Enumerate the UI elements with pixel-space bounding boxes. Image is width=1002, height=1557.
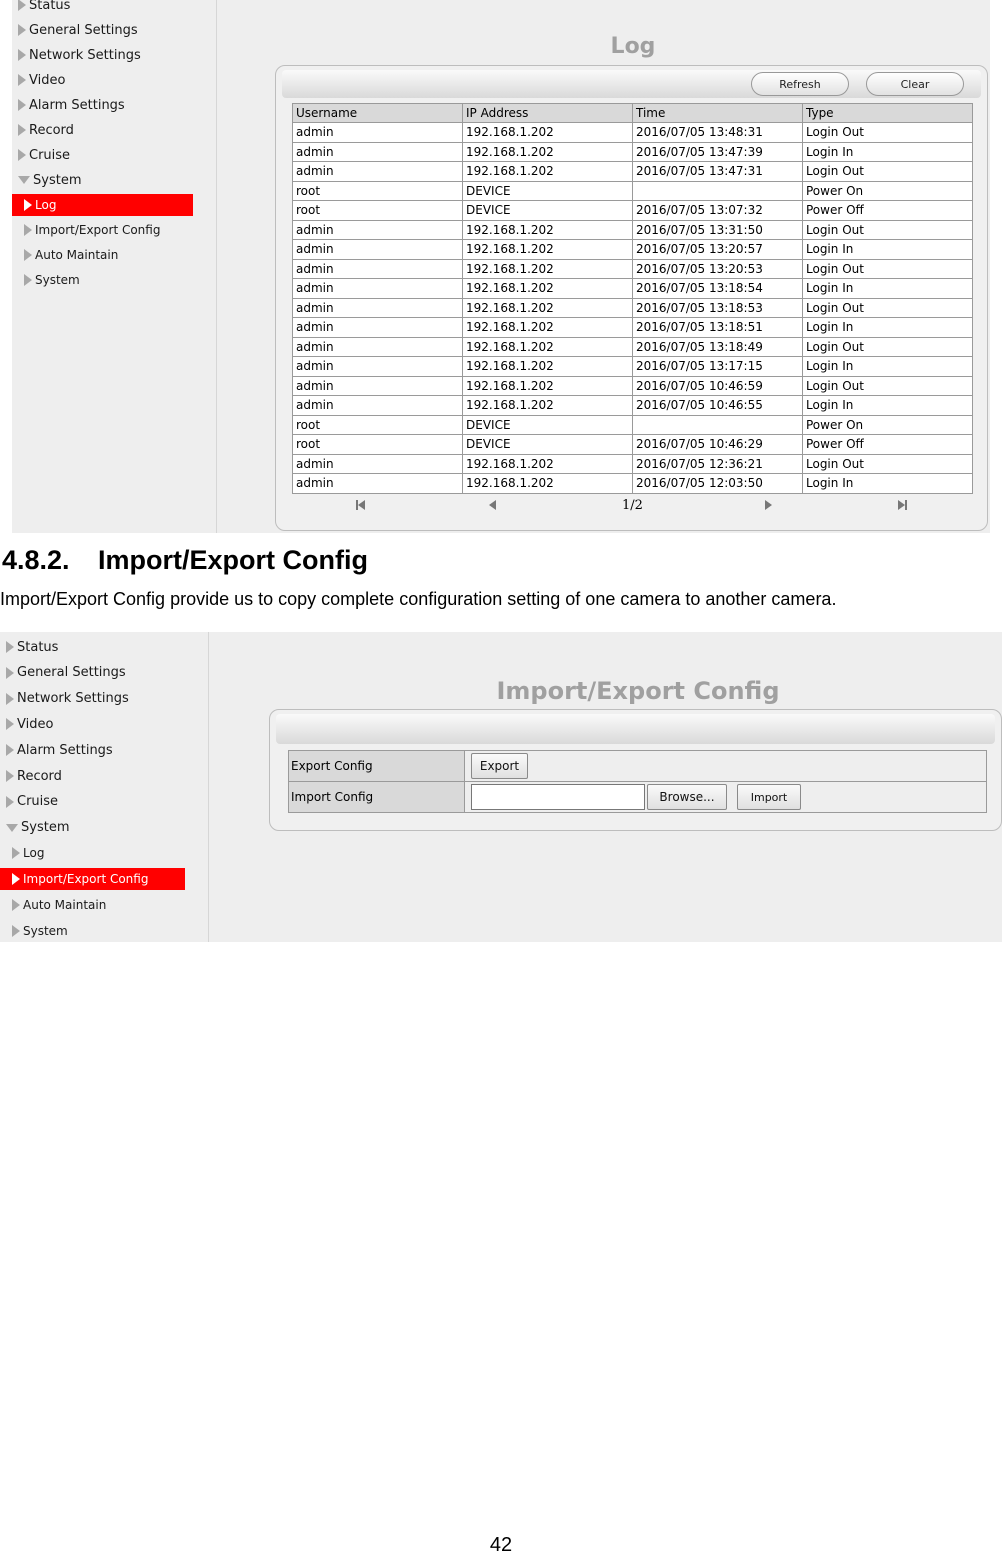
triangle-right-icon (6, 744, 14, 756)
table-cell: 192.168.1.202 (463, 279, 633, 299)
sidebar-item-log[interactable] (0, 842, 44, 864)
table-cell: 192.168.1.202 (463, 220, 633, 240)
sidebar-item-auto-maintain[interactable] (12, 244, 118, 266)
table-cell: 2016/07/05 13:20:57 (633, 240, 803, 260)
sidebar-item-label: General Settings (17, 665, 126, 681)
table-row (293, 376, 973, 396)
table-cell: Login In (803, 279, 973, 299)
toolbar (276, 714, 995, 744)
table-row (293, 279, 973, 299)
log-panel (275, 65, 988, 531)
triangle-right-icon (6, 718, 14, 730)
sidebar-item-status[interactable] (12, 0, 70, 16)
table-row (293, 123, 973, 143)
table-cell: Login Out (803, 454, 973, 474)
table-cell: 2016/07/05 13:20:53 (633, 259, 803, 279)
sidebar-item-alarm-settings[interactable] (12, 94, 125, 116)
sidebar-item-label: System (21, 820, 70, 836)
sidebar-item-import-export-config[interactable] (12, 219, 160, 241)
table-row (293, 201, 973, 221)
export-row (289, 751, 987, 782)
table-cell: 192.168.1.202 (463, 259, 633, 279)
table-row (293, 220, 973, 240)
triangle-right-icon (24, 199, 32, 211)
table-cell: 192.168.1.202 (463, 142, 633, 162)
next-page-icon (765, 500, 772, 510)
table-row (293, 357, 973, 377)
sidebar-item-system[interactable] (12, 169, 81, 191)
sidebar-item-label: Import/Export Config (35, 223, 161, 237)
sidebar-item-label: General Settings (29, 22, 138, 38)
prev-page-icon (489, 500, 496, 510)
table-row (293, 337, 973, 357)
sidebar-item-label: Network Settings (29, 47, 141, 63)
triangle-right-icon (18, 74, 26, 86)
table-cell: 192.168.1.202 (463, 376, 633, 396)
sidebar-item-label: Log (23, 846, 45, 861)
sidebar-item-record[interactable] (0, 765, 62, 787)
triangle-down-icon (18, 176, 30, 184)
table-row (293, 181, 973, 201)
section-title: Import/Export Config (98, 545, 368, 575)
sidebar-item-label: System (23, 923, 68, 938)
sidebar-item-label: System (33, 172, 82, 188)
table-cell: Power Off (803, 201, 973, 221)
sidebar-item-video[interactable] (12, 69, 65, 91)
section-paragraph: Import/Export Config provide us to copy complete configuration setting of one camera to another camera. (0, 589, 837, 609)
sidebar-item-cruise[interactable] (12, 144, 70, 166)
clear-button[interactable]: Clear (866, 72, 964, 96)
table-cell: 2016/07/05 13:47:39 (633, 142, 803, 162)
table-cell: Login Out (803, 220, 973, 240)
triangle-right-icon (6, 641, 14, 653)
table-cell: DEVICE (463, 435, 633, 455)
table-cell: admin (293, 259, 463, 279)
table-cell: 192.168.1.202 (463, 298, 633, 318)
table-row (293, 474, 973, 494)
sidebar-item-log[interactable] (12, 194, 193, 216)
table-cell: admin (293, 162, 463, 182)
import-cell (465, 782, 987, 813)
triangle-right-icon (18, 149, 26, 161)
triangle-right-icon (18, 99, 26, 111)
sidebar-item-auto-maintain[interactable] (0, 894, 106, 916)
sidebar-item-cruise[interactable] (0, 791, 58, 813)
table-cell: admin (293, 318, 463, 338)
table-cell: 192.168.1.202 (463, 454, 633, 474)
table-cell (633, 181, 803, 201)
table-cell: 2016/07/05 13:17:15 (633, 357, 803, 377)
sidebar-item-label: Auto Maintain (35, 248, 119, 262)
table-cell: 2016/07/05 13:07:32 (633, 201, 803, 221)
sidebar-item-label: Status (17, 639, 59, 655)
triangle-right-icon (24, 274, 32, 286)
sidebar-item-network-settings[interactable] (12, 44, 141, 66)
table-cell: Login In (803, 318, 973, 338)
sidebar-item-label: Alarm Settings (17, 742, 113, 758)
sidebar-item-system[interactable] (0, 920, 68, 942)
sidebar-item-label: Import/Export Config (23, 872, 149, 887)
table-cell: 192.168.1.202 (463, 162, 633, 182)
table-cell: Login Out (803, 123, 973, 143)
column-header[interactable]: Time (633, 104, 803, 123)
table-cell: admin (293, 357, 463, 377)
sidebar-item-general-settings[interactable] (12, 19, 138, 41)
table-cell: 2016/07/05 12:03:50 (633, 474, 803, 494)
table-cell: 2016/07/05 13:18:49 (633, 337, 803, 357)
column-header[interactable]: Type (803, 104, 973, 123)
triangle-right-icon (6, 770, 14, 782)
table-cell: admin (293, 474, 463, 494)
table-cell: Login In (803, 142, 973, 162)
first-page-button[interactable] (356, 497, 365, 513)
table-cell: 192.168.1.202 (463, 318, 633, 338)
pagination (276, 497, 987, 513)
sidebar-item-label: Log (35, 198, 57, 212)
triangle-right-icon (24, 224, 32, 236)
table-cell: DEVICE (463, 181, 633, 201)
table-cell: root (293, 201, 463, 221)
table-cell: 2016/07/05 13:18:51 (633, 318, 803, 338)
triangle-right-icon (6, 693, 14, 705)
sidebar-item-status[interactable] (0, 636, 58, 658)
page-indicator: 1/2 (622, 497, 643, 513)
sidebar (12, 0, 217, 533)
file-path-input[interactable] (471, 784, 645, 810)
table-cell: 192.168.1.202 (463, 474, 633, 494)
triangle-right-icon (12, 899, 20, 911)
table-cell: root (293, 415, 463, 435)
table-cell: admin (293, 123, 463, 143)
sidebar-item-system[interactable] (12, 269, 80, 291)
last-page-icon (898, 500, 905, 510)
table-cell: Power On (803, 415, 973, 435)
page-number: 42 (489, 1534, 513, 1556)
sidebar-item-video[interactable] (0, 713, 53, 735)
triangle-right-icon (12, 925, 20, 937)
triangle-right-icon (6, 667, 14, 679)
triangle-right-icon (12, 873, 20, 885)
log-table (292, 103, 973, 494)
table-cell: 2016/07/05 10:46:29 (633, 435, 803, 455)
export-button[interactable]: Export (471, 753, 528, 779)
prev-page-button[interactable] (489, 497, 496, 513)
config-panel (269, 709, 1002, 831)
table-cell: admin (293, 376, 463, 396)
sidebar-item-label: Record (17, 768, 62, 784)
sidebar (0, 632, 209, 942)
sidebar-item-import-export-config[interactable] (0, 868, 185, 890)
table-cell: admin (293, 142, 463, 162)
export-config-label: Export Config (289, 751, 465, 782)
table-cell: 2016/07/05 10:46:55 (633, 396, 803, 416)
table-cell: Power Off (803, 435, 973, 455)
sidebar-item-label: Alarm Settings (29, 97, 125, 113)
table-row (293, 142, 973, 162)
sidebar-item-label: Video (17, 716, 54, 732)
section-heading (2, 545, 368, 576)
table-cell: 2016/07/05 13:48:31 (633, 123, 803, 143)
sidebar-item-general-settings[interactable] (0, 662, 126, 684)
last-page-button[interactable] (898, 497, 907, 513)
triangle-right-icon (18, 24, 26, 36)
table-cell: admin (293, 220, 463, 240)
table-cell: 192.168.1.202 (463, 337, 633, 357)
triangle-right-icon (6, 796, 14, 808)
table-cell (633, 415, 803, 435)
table-cell: Login In (803, 396, 973, 416)
column-header[interactable]: IP Address (463, 104, 633, 123)
table-cell: 2016/07/05 13:47:31 (633, 162, 803, 182)
table-cell: Login In (803, 240, 973, 260)
browse-button[interactable]: Browse... (647, 784, 727, 810)
config-table (288, 750, 987, 813)
sidebar-item-label: Cruise (17, 794, 59, 810)
table-cell: 2016/07/05 10:46:59 (633, 376, 803, 396)
sidebar-item-label: Record (29, 122, 74, 138)
table-cell: DEVICE (463, 415, 633, 435)
section-number: 4.8.2. (2, 545, 70, 575)
import-row (289, 782, 987, 813)
sidebar-item-label: Cruise (29, 147, 71, 163)
table-row (293, 396, 973, 416)
table-row (293, 240, 973, 260)
sidebar-item-alarm-settings[interactable] (0, 739, 113, 761)
triangle-right-icon (24, 249, 32, 261)
table-cell: 192.168.1.202 (463, 357, 633, 377)
export-cell (465, 751, 987, 782)
table-row (293, 415, 973, 435)
table-row (293, 162, 973, 182)
table-row (293, 435, 973, 455)
table-cell: 2016/07/05 13:18:53 (633, 298, 803, 318)
table-cell: Login Out (803, 162, 973, 182)
table-row (293, 318, 973, 338)
column-header[interactable]: Username (293, 104, 463, 123)
page-title: Import/Export Config (496, 677, 780, 705)
table-cell: Login In (803, 357, 973, 377)
sidebar-item-label: Status (29, 0, 71, 13)
table-cell: 2016/07/05 12:36:21 (633, 454, 803, 474)
triangle-right-icon (18, 124, 26, 136)
table-cell: admin (293, 240, 463, 260)
toolbar (282, 70, 981, 98)
sidebar-item-label: Network Settings (17, 691, 129, 707)
table-cell: admin (293, 298, 463, 318)
table-cell: admin (293, 279, 463, 299)
table-row (293, 259, 973, 279)
table-cell: Login Out (803, 298, 973, 318)
table-cell: 192.168.1.202 (463, 123, 633, 143)
table-cell: admin (293, 337, 463, 357)
table-cell: admin (293, 454, 463, 474)
page-title: Log (610, 34, 656, 59)
table-cell: Power On (803, 181, 973, 201)
refresh-button[interactable]: Refresh (751, 72, 849, 96)
sidebar-item-label: Auto Maintain (23, 898, 107, 912)
table-row (293, 298, 973, 318)
table-cell: 192.168.1.202 (463, 240, 633, 260)
triangle-right-icon (12, 847, 20, 859)
table-cell: admin (293, 396, 463, 416)
sidebar-item-record[interactable] (12, 119, 74, 141)
table-cell: Login Out (803, 337, 973, 357)
next-page-button[interactable] (765, 497, 772, 513)
table-cell: Login Out (803, 376, 973, 396)
import-button[interactable]: Import (737, 784, 801, 810)
table-cell: root (293, 181, 463, 201)
table-cell: Login In (803, 474, 973, 494)
import-config-label: Import Config (289, 782, 465, 813)
sidebar-item-label: System (35, 273, 80, 287)
table-row (293, 454, 973, 474)
log-screenshot (12, 0, 990, 533)
sidebar-item-network-settings[interactable] (0, 688, 129, 710)
triangle-down-icon (6, 824, 18, 832)
triangle-right-icon (18, 49, 26, 61)
sidebar-item-label: Video (29, 72, 66, 88)
table-cell: 2016/07/05 13:31:50 (633, 220, 803, 240)
sidebar-item-system[interactable] (0, 817, 69, 839)
import-export-screenshot (0, 632, 1002, 942)
table-cell: 192.168.1.202 (463, 396, 633, 416)
table-cell: 2016/07/05 13:18:54 (633, 279, 803, 299)
triangle-right-icon (18, 0, 26, 11)
table-cell: root (293, 435, 463, 455)
table-cell: DEVICE (463, 201, 633, 221)
table-cell: Login Out (803, 259, 973, 279)
